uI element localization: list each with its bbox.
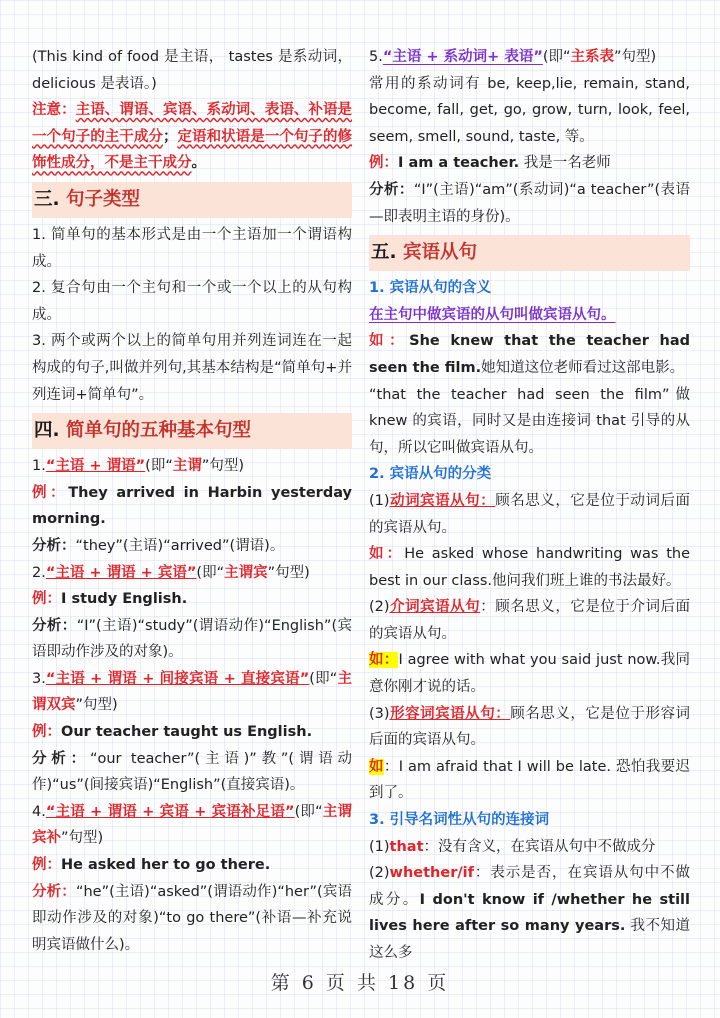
pattern-paren-open: (即“ [196, 564, 225, 581]
category-number: (2) [369, 599, 390, 616]
pattern-short: 主谓宾 [224, 564, 268, 581]
example-text: Our teacher taught us English. [61, 724, 313, 741]
pattern-1-example [32, 480, 352, 533]
category-prep-object [369, 594, 690, 647]
pattern-number: 5. [369, 49, 383, 65]
pattern-3-example [32, 719, 352, 746]
pattern-2 [32, 560, 352, 587]
pattern-short: 主谓双宾 [32, 670, 353, 714]
example-label: 例： [32, 857, 61, 874]
definition-explanation: “that the teacher had seen the film”做 knew 的宾语，同时又是由连接词 that 引导的从句，所以它叫做宾语从句。 [369, 386, 690, 456]
pattern-formula: “主语 + 谓语 + 间接宾语 + 直接宾语” [45, 670, 310, 687]
pattern-formula: “主语 + 系动词+ 表语” [382, 49, 543, 65]
example-translation: 我是一名老师 [519, 155, 611, 172]
example-label: 如： [369, 652, 399, 669]
example-label: 例： [369, 155, 398, 172]
pattern-2-example [32, 586, 352, 613]
pattern-5-analysis [369, 177, 690, 230]
pattern-3 [32, 666, 352, 719]
note-end: 。 [191, 155, 206, 172]
example-text: ：I am afraid that I will be late. 恐怕我要迟到了。 [369, 758, 691, 802]
category-number: (3) [369, 705, 390, 722]
pattern-paren-open: (即“ [542, 49, 571, 65]
category-description: ：顾名思义，它是位于介词后面的宾语从句。 [369, 599, 691, 642]
note-separator: ； [162, 128, 178, 145]
example-text: I am a teacher. [398, 155, 520, 172]
definition-example [369, 328, 690, 381]
connective-that [369, 834, 690, 861]
example-label: 如 [369, 758, 384, 775]
pattern-number: 1. [32, 458, 46, 475]
connective-number: (2) [369, 865, 390, 882]
analysis-text: “they”(主语)“arrived”(谓语)。 [75, 537, 285, 554]
category-description: 顾名思义，它是位于形容词后面的宾语从句。 [369, 705, 690, 749]
subheading-connectives: 3. 引导名词性从句的连接词 [369, 812, 550, 829]
category-adj-object [369, 701, 690, 754]
page-footer: 第 6 页 共 18 页 [270, 972, 450, 994]
subheading-meaning: 1. 宾语从句的含义 [369, 280, 492, 297]
pattern-number: 4. [32, 803, 46, 820]
pattern-4-analysis [32, 879, 352, 959]
pattern-5 [369, 44, 690, 71]
analysis-label: 分析： [32, 537, 76, 554]
pattern-1 [32, 453, 352, 480]
pattern-short: 主系表 [570, 49, 615, 65]
pattern-paren-close: ”句型) [267, 564, 310, 581]
heading-title: 简单句的五种基本句型 [65, 420, 251, 442]
pattern-4 [32, 799, 352, 852]
category-description: 顾名思义，它是位于动词后面的宾语从句。 [369, 492, 691, 536]
analysis-text: “our teacher”(主语)”教”(谓语动作)“us”(间接宾语)“English”(直接宾语)。 [32, 750, 353, 794]
heading-title: 句子类型 [65, 188, 140, 210]
pattern-2-analysis [32, 613, 352, 666]
pattern-short: 主谓 [172, 458, 202, 475]
category-term: 介词宾语从句 [389, 599, 481, 616]
pattern-paren-close: ”句型) [201, 458, 244, 475]
category-number: (1) [369, 492, 390, 509]
pattern-paren-open: (即“ [145, 458, 173, 475]
example-label: 例： [32, 591, 61, 608]
example-text: He asked whose handwriting was the best in our class.他问我们班上谁的书法最好。 [369, 546, 690, 589]
example-translation: 她知道这位老师看过这部电影。 [481, 359, 685, 376]
pattern-formula: “主语 + 谓语 + 宾语 + 宾语补足语” [45, 803, 295, 820]
example-text: I study English. [61, 591, 188, 608]
pattern-formula: “主语 + 谓语 + 宾语” [45, 564, 197, 581]
category-verb-object [369, 488, 690, 541]
analysis-text: “I”(主语)“am”(系动词)“a teacher”(表语—即表明主语的身份)。 [369, 181, 690, 225]
pattern-formula: “主语 + 谓语” [45, 458, 146, 475]
example-translation: 我不知道这么多 [369, 918, 691, 961]
example-text: He asked her to go there. [61, 857, 271, 874]
analysis-label: 分析： [32, 617, 77, 634]
example-text: They arrived in Harbin yesterday morning. [32, 484, 352, 528]
category-verb-example [369, 541, 690, 594]
example-text: She knew that the teacher had seen the film. [369, 333, 690, 376]
sentence-type-3: 3. 两个或两个以上的简单句用并列连词连在一起构成的句子,叫做并列句,其基本结构是“简单句+并列连词+简单句”。 [32, 333, 352, 403]
heading-title: 宾语从句 [402, 242, 477, 264]
example-label: 如： [369, 546, 405, 563]
section-heading-object-clause [369, 235, 690, 271]
example-label: 例： [32, 484, 69, 501]
connective-number: (1) [369, 838, 390, 855]
connective-word: that [389, 838, 424, 855]
example-label: 如： [369, 333, 410, 350]
paragraph-intro: (This kind of food 是主语， tastes 是系动词，delicious 是表语。) [32, 49, 352, 92]
category-adj-example [369, 754, 690, 807]
heading-number: 四. [34, 420, 60, 442]
category-term: 动词宾语从句： [389, 492, 496, 509]
category-prep-example [369, 647, 690, 700]
category-term: 形容词宾语从句： [389, 705, 511, 722]
pattern-paren-close: ”句型) [614, 49, 657, 65]
connective-description: ：表示是否，在宾语从句中不做成分。 [369, 865, 690, 908]
note-modifier-parts: 定语和状语是一个句子的修饰性成分，不是主干成分 [32, 128, 353, 172]
analysis-label: 分析： [369, 181, 414, 198]
analysis-label: 分析： [32, 883, 76, 900]
section-heading-five-patterns [32, 413, 352, 449]
analysis-label: 分析： [32, 750, 90, 767]
sentence-type-1: 1. 简单句的基本形式是由一个主语加一个谓语构成。 [32, 226, 352, 270]
connective-word: whether/if [389, 865, 474, 882]
pattern-paren-open: (即“ [309, 670, 338, 687]
note-main-parts: 主语、谓语、宾语、系动词、表语、补语是一个句子的主干成分 [32, 102, 353, 145]
pattern-short: 主谓宾补 [32, 803, 353, 847]
example-text: I agree with what you said just now.我同意你刚才说的话。 [369, 652, 690, 696]
heading-number: 五. [371, 242, 397, 264]
sentence-type-2: 2. 复合句由一个主句和一个或一个以上的从句构成。 [32, 280, 352, 323]
pattern-5-example [369, 150, 690, 177]
analysis-text: “I”(主语)“study”(谓语动作)“English”(宾语即动作涉及的对象)。 [32, 617, 352, 661]
example-label: 例： [32, 724, 61, 741]
pattern-paren-open: (即“ [294, 803, 323, 820]
left-column [32, 44, 352, 958]
note-label: 注意： [32, 102, 76, 119]
note [32, 97, 352, 177]
linking-verbs-list: 常用的系动词有 be, keep,lie, remain, stand, become, fall, get, go, grow, turn, look, feel, seem, smell, sound, taste, 等。 [369, 75, 690, 145]
pattern-number: 3. [32, 670, 46, 687]
section-heading-sentence-types [32, 182, 352, 218]
connective-description: ：没有含义，在宾语从句中不做成分 [423, 838, 656, 855]
pattern-paren-close: ”句型) [61, 830, 104, 847]
heading-number: 三. [34, 188, 60, 210]
right-column [369, 44, 690, 967]
pattern-3-analysis [32, 746, 352, 799]
pattern-1-analysis [32, 533, 352, 560]
object-clause-definition: 在主句中做宾语的从句叫做宾语从句。 [369, 306, 616, 323]
example-text: I don't know if /whether he still lives here after so many years. [369, 891, 690, 935]
connective-whether-if [369, 860, 690, 966]
pattern-number: 2. [32, 564, 46, 581]
pattern-paren-close: ”句型) [75, 697, 118, 714]
analysis-text: “he”(主语)“asked”(谓语动作)“her”(宾语即动作涉及的对象)“to go there”(补语—补充说明宾语做什么)。 [32, 883, 353, 953]
pattern-4-example [32, 852, 352, 879]
subheading-classification: 2. 宾语从句的分类 [369, 466, 492, 483]
